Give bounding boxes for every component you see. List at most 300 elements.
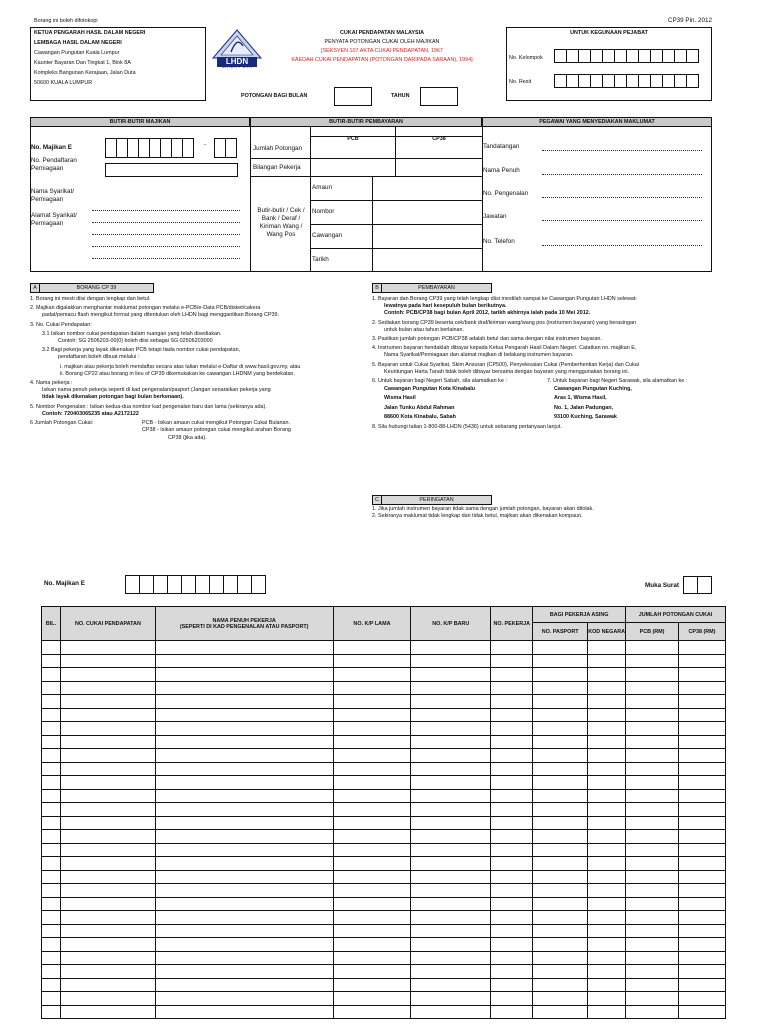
table-cell[interactable] xyxy=(411,924,491,938)
table-cell[interactable] xyxy=(411,681,491,695)
table-cell[interactable] xyxy=(42,843,61,857)
table-cell[interactable] xyxy=(155,857,333,871)
table-cell[interactable] xyxy=(411,951,491,965)
table-cell[interactable] xyxy=(42,978,61,992)
table-cell[interactable] xyxy=(60,722,155,736)
table-cell[interactable] xyxy=(588,789,626,803)
table-cell[interactable] xyxy=(679,857,726,871)
table-cell[interactable] xyxy=(155,978,333,992)
table-cell[interactable] xyxy=(60,735,155,749)
table-cell[interactable] xyxy=(679,695,726,709)
table-cell[interactable] xyxy=(42,803,61,817)
table-cell[interactable] xyxy=(155,830,333,844)
table-cell[interactable] xyxy=(626,789,679,803)
table-cell[interactable] xyxy=(333,911,411,925)
table-cell[interactable] xyxy=(155,1005,333,1019)
table-cell[interactable] xyxy=(679,749,726,763)
table-cell[interactable] xyxy=(588,708,626,722)
phone-line[interactable] xyxy=(542,245,702,246)
table-cell[interactable] xyxy=(333,992,411,1006)
table-cell[interactable] xyxy=(679,978,726,992)
table-cell[interactable] xyxy=(60,965,155,979)
table-cell[interactable] xyxy=(679,992,726,1006)
company-name-line[interactable] xyxy=(92,210,240,211)
table-cell[interactable] xyxy=(42,749,61,763)
table-cell[interactable] xyxy=(333,762,411,776)
table-cell[interactable] xyxy=(42,951,61,965)
table-cell[interactable] xyxy=(588,870,626,884)
table-cell[interactable] xyxy=(679,924,726,938)
employer-no-input[interactable] xyxy=(105,138,193,158)
table-cell[interactable] xyxy=(491,762,533,776)
table-cell[interactable] xyxy=(333,978,411,992)
table-cell[interactable] xyxy=(533,803,588,817)
table-cell[interactable] xyxy=(533,654,588,668)
table-cell[interactable] xyxy=(411,843,491,857)
table-cell[interactable] xyxy=(491,749,533,763)
table-cell[interactable] xyxy=(491,911,533,925)
table-cell[interactable] xyxy=(588,722,626,736)
table-cell[interactable] xyxy=(626,816,679,830)
table-cell[interactable] xyxy=(42,789,61,803)
table-cell[interactable] xyxy=(679,843,726,857)
table-cell[interactable] xyxy=(60,924,155,938)
table-cell[interactable] xyxy=(533,965,588,979)
table-cell[interactable] xyxy=(155,641,333,655)
table-cell[interactable] xyxy=(42,668,61,682)
table-cell[interactable] xyxy=(533,695,588,709)
id-number-line[interactable] xyxy=(542,197,702,198)
table-cell[interactable] xyxy=(626,1005,679,1019)
table-cell[interactable] xyxy=(626,857,679,871)
table-cell[interactable] xyxy=(42,816,61,830)
table-cell[interactable] xyxy=(60,668,155,682)
table-cell[interactable] xyxy=(533,708,588,722)
table-cell[interactable] xyxy=(626,776,679,790)
company-address-line[interactable] xyxy=(92,258,240,259)
table-cell[interactable] xyxy=(626,735,679,749)
table-cell[interactable] xyxy=(42,992,61,1006)
table-cell[interactable] xyxy=(679,762,726,776)
table-cell[interactable] xyxy=(333,654,411,668)
pcb-total-input[interactable] xyxy=(310,137,396,159)
table-cell[interactable] xyxy=(533,870,588,884)
table-cell[interactable] xyxy=(411,695,491,709)
table-cell[interactable] xyxy=(533,735,588,749)
table-cell[interactable] xyxy=(588,749,626,763)
table-cell[interactable] xyxy=(411,992,491,1006)
table-cell[interactable] xyxy=(588,897,626,911)
table-cell[interactable] xyxy=(60,857,155,871)
table-cell[interactable] xyxy=(533,843,588,857)
table-cell[interactable] xyxy=(411,830,491,844)
table-cell[interactable] xyxy=(155,843,333,857)
table-cell[interactable] xyxy=(626,897,679,911)
table-cell[interactable] xyxy=(588,803,626,817)
table-cell[interactable] xyxy=(60,789,155,803)
full-name-line[interactable] xyxy=(542,174,702,175)
group-number-input[interactable] xyxy=(554,49,698,63)
table-cell[interactable] xyxy=(626,654,679,668)
table-cell[interactable] xyxy=(333,695,411,709)
table-cell[interactable] xyxy=(626,870,679,884)
table-cell[interactable] xyxy=(60,978,155,992)
table-cell[interactable] xyxy=(155,870,333,884)
table-cell[interactable] xyxy=(588,938,626,952)
table-cell[interactable] xyxy=(333,816,411,830)
table-cell[interactable] xyxy=(60,681,155,695)
table-cell[interactable] xyxy=(679,803,726,817)
list-employer-no-input[interactable] xyxy=(125,575,265,594)
table-cell[interactable] xyxy=(42,722,61,736)
table-cell[interactable] xyxy=(588,668,626,682)
table-cell[interactable] xyxy=(588,695,626,709)
table-cell[interactable] xyxy=(155,749,333,763)
table-cell[interactable] xyxy=(333,789,411,803)
table-cell[interactable] xyxy=(411,870,491,884)
table-cell[interactable] xyxy=(411,938,491,952)
table-cell[interactable] xyxy=(42,762,61,776)
table-cell[interactable] xyxy=(626,965,679,979)
table-cell[interactable] xyxy=(60,938,155,952)
table-cell[interactable] xyxy=(626,938,679,952)
branch-input[interactable] xyxy=(372,225,482,249)
table-cell[interactable] xyxy=(411,803,491,817)
table-cell[interactable] xyxy=(491,938,533,952)
table-cell[interactable] xyxy=(42,924,61,938)
table-cell[interactable] xyxy=(333,938,411,952)
table-cell[interactable] xyxy=(679,776,726,790)
table-cell[interactable] xyxy=(155,735,333,749)
table-cell[interactable] xyxy=(155,708,333,722)
table-cell[interactable] xyxy=(333,951,411,965)
table-cell[interactable] xyxy=(155,897,333,911)
table-cell[interactable] xyxy=(533,830,588,844)
table-cell[interactable] xyxy=(679,830,726,844)
table-cell[interactable] xyxy=(588,776,626,790)
table-cell[interactable] xyxy=(333,735,411,749)
table-cell[interactable] xyxy=(491,830,533,844)
table-cell[interactable] xyxy=(533,681,588,695)
table-cell[interactable] xyxy=(60,897,155,911)
table-cell[interactable] xyxy=(626,843,679,857)
table-cell[interactable] xyxy=(626,641,679,655)
table-cell[interactable] xyxy=(411,708,491,722)
number-input[interactable] xyxy=(372,201,482,225)
table-cell[interactable] xyxy=(626,992,679,1006)
receipt-number-input[interactable] xyxy=(554,74,698,88)
table-cell[interactable] xyxy=(42,870,61,884)
table-cell[interactable] xyxy=(588,762,626,776)
table-cell[interactable] xyxy=(333,857,411,871)
table-cell[interactable] xyxy=(491,695,533,709)
table-cell[interactable] xyxy=(533,762,588,776)
table-cell[interactable] xyxy=(491,708,533,722)
table-cell[interactable] xyxy=(411,857,491,871)
table-cell[interactable] xyxy=(42,857,61,871)
table-cell[interactable] xyxy=(411,911,491,925)
table-cell[interactable] xyxy=(491,735,533,749)
table-cell[interactable] xyxy=(42,708,61,722)
table-cell[interactable] xyxy=(155,722,333,736)
amount-input[interactable] xyxy=(372,177,482,201)
table-cell[interactable] xyxy=(679,884,726,898)
table-cell[interactable] xyxy=(155,776,333,790)
table-cell[interactable] xyxy=(679,938,726,952)
table-cell[interactable] xyxy=(679,708,726,722)
table-cell[interactable] xyxy=(533,668,588,682)
table-cell[interactable] xyxy=(626,924,679,938)
table-cell[interactable] xyxy=(533,641,588,655)
table-cell[interactable] xyxy=(333,668,411,682)
table-cell[interactable] xyxy=(42,897,61,911)
table-cell[interactable] xyxy=(411,978,491,992)
table-cell[interactable] xyxy=(491,992,533,1006)
table-cell[interactable] xyxy=(588,1005,626,1019)
table-cell[interactable] xyxy=(533,992,588,1006)
table-cell[interactable] xyxy=(588,830,626,844)
table-cell[interactable] xyxy=(411,762,491,776)
table-cell[interactable] xyxy=(333,722,411,736)
table-cell[interactable] xyxy=(588,735,626,749)
table-cell[interactable] xyxy=(333,884,411,898)
table-cell[interactable] xyxy=(491,641,533,655)
table-cell[interactable] xyxy=(588,924,626,938)
reg-number-input[interactable] xyxy=(105,163,238,177)
table-cell[interactable] xyxy=(533,884,588,898)
table-cell[interactable] xyxy=(333,641,411,655)
table-cell[interactable] xyxy=(626,951,679,965)
table-cell[interactable] xyxy=(533,857,588,871)
table-cell[interactable] xyxy=(679,911,726,925)
table-cell[interactable] xyxy=(626,695,679,709)
table-cell[interactable] xyxy=(491,843,533,857)
table-cell[interactable] xyxy=(411,735,491,749)
table-cell[interactable] xyxy=(155,668,333,682)
table-cell[interactable] xyxy=(333,843,411,857)
table-cell[interactable] xyxy=(155,816,333,830)
table-cell[interactable] xyxy=(491,924,533,938)
table-cell[interactable] xyxy=(491,803,533,817)
table-cell[interactable] xyxy=(491,965,533,979)
table-cell[interactable] xyxy=(411,776,491,790)
table-cell[interactable] xyxy=(155,762,333,776)
page-number-input[interactable] xyxy=(683,576,711,594)
table-cell[interactable] xyxy=(411,884,491,898)
table-cell[interactable] xyxy=(491,978,533,992)
table-cell[interactable] xyxy=(42,911,61,925)
table-cell[interactable] xyxy=(679,951,726,965)
table-cell[interactable] xyxy=(491,1005,533,1019)
table-cell[interactable] xyxy=(333,681,411,695)
table-cell[interactable] xyxy=(155,951,333,965)
cp38-workers-input[interactable] xyxy=(396,159,482,177)
table-cell[interactable] xyxy=(533,776,588,790)
table-cell[interactable] xyxy=(679,681,726,695)
table-cell[interactable] xyxy=(533,816,588,830)
table-cell[interactable] xyxy=(491,884,533,898)
table-cell[interactable] xyxy=(411,816,491,830)
table-cell[interactable] xyxy=(60,641,155,655)
table-cell[interactable] xyxy=(155,789,333,803)
pcb-workers-input[interactable] xyxy=(310,159,396,177)
table-cell[interactable] xyxy=(411,965,491,979)
table-cell[interactable] xyxy=(588,951,626,965)
table-cell[interactable] xyxy=(411,1005,491,1019)
table-cell[interactable] xyxy=(60,776,155,790)
table-cell[interactable] xyxy=(411,722,491,736)
table-cell[interactable] xyxy=(626,668,679,682)
table-cell[interactable] xyxy=(60,992,155,1006)
table-cell[interactable] xyxy=(588,843,626,857)
table-cell[interactable] xyxy=(679,816,726,830)
table-cell[interactable] xyxy=(533,722,588,736)
employer-check-digit-input[interactable] xyxy=(214,138,236,158)
year-input[interactable] xyxy=(420,87,458,106)
table-cell[interactable] xyxy=(333,708,411,722)
company-address-line[interactable] xyxy=(92,246,240,247)
table-cell[interactable] xyxy=(533,951,588,965)
table-cell[interactable] xyxy=(679,668,726,682)
table-cell[interactable] xyxy=(491,722,533,736)
date-input[interactable] xyxy=(372,249,482,272)
table-cell[interactable] xyxy=(155,654,333,668)
table-cell[interactable] xyxy=(533,749,588,763)
table-cell[interactable] xyxy=(333,1005,411,1019)
month-input[interactable] xyxy=(334,87,372,106)
table-cell[interactable] xyxy=(60,911,155,925)
table-cell[interactable] xyxy=(679,722,726,736)
table-cell[interactable] xyxy=(60,654,155,668)
table-cell[interactable] xyxy=(533,1005,588,1019)
table-cell[interactable] xyxy=(42,965,61,979)
table-cell[interactable] xyxy=(42,681,61,695)
table-cell[interactable] xyxy=(60,951,155,965)
table-cell[interactable] xyxy=(42,776,61,790)
table-cell[interactable] xyxy=(679,789,726,803)
table-cell[interactable] xyxy=(491,789,533,803)
table-cell[interactable] xyxy=(588,857,626,871)
company-address-line[interactable] xyxy=(92,234,240,235)
table-cell[interactable] xyxy=(60,803,155,817)
table-cell[interactable] xyxy=(60,695,155,709)
table-cell[interactable] xyxy=(533,938,588,952)
table-cell[interactable] xyxy=(626,722,679,736)
table-cell[interactable] xyxy=(42,1005,61,1019)
table-cell[interactable] xyxy=(42,641,61,655)
table-cell[interactable] xyxy=(60,816,155,830)
table-cell[interactable] xyxy=(333,924,411,938)
table-cell[interactable] xyxy=(679,654,726,668)
table-cell[interactable] xyxy=(491,870,533,884)
position-line[interactable] xyxy=(542,220,702,221)
table-cell[interactable] xyxy=(42,735,61,749)
table-cell[interactable] xyxy=(333,965,411,979)
table-cell[interactable] xyxy=(155,803,333,817)
table-cell[interactable] xyxy=(588,654,626,668)
table-cell[interactable] xyxy=(679,735,726,749)
table-cell[interactable] xyxy=(333,897,411,911)
table-cell[interactable] xyxy=(491,668,533,682)
table-cell[interactable] xyxy=(491,681,533,695)
table-cell[interactable] xyxy=(626,762,679,776)
table-cell[interactable] xyxy=(626,803,679,817)
table-cell[interactable] xyxy=(533,924,588,938)
table-cell[interactable] xyxy=(533,789,588,803)
table-cell[interactable] xyxy=(626,681,679,695)
table-cell[interactable] xyxy=(491,654,533,668)
table-cell[interactable] xyxy=(588,978,626,992)
table-cell[interactable] xyxy=(60,708,155,722)
table-cell[interactable] xyxy=(155,681,333,695)
table-cell[interactable] xyxy=(491,816,533,830)
table-cell[interactable] xyxy=(411,789,491,803)
table-cell[interactable] xyxy=(588,992,626,1006)
table-cell[interactable] xyxy=(42,884,61,898)
table-cell[interactable] xyxy=(626,911,679,925)
table-cell[interactable] xyxy=(411,897,491,911)
table-cell[interactable] xyxy=(679,870,726,884)
table-cell[interactable] xyxy=(679,1005,726,1019)
table-cell[interactable] xyxy=(588,884,626,898)
table-cell[interactable] xyxy=(155,965,333,979)
table-cell[interactable] xyxy=(533,911,588,925)
table-cell[interactable] xyxy=(333,803,411,817)
table-cell[interactable] xyxy=(333,776,411,790)
table-cell[interactable] xyxy=(42,654,61,668)
company-name-line[interactable] xyxy=(92,222,240,223)
table-cell[interactable] xyxy=(155,911,333,925)
table-cell[interactable] xyxy=(588,965,626,979)
table-cell[interactable] xyxy=(626,749,679,763)
table-cell[interactable] xyxy=(411,641,491,655)
table-cell[interactable] xyxy=(626,708,679,722)
table-cell[interactable] xyxy=(60,749,155,763)
table-cell[interactable] xyxy=(533,897,588,911)
table-cell[interactable] xyxy=(333,830,411,844)
table-cell[interactable] xyxy=(60,843,155,857)
table-cell[interactable] xyxy=(60,884,155,898)
table-cell[interactable] xyxy=(411,668,491,682)
table-cell[interactable] xyxy=(491,897,533,911)
table-cell[interactable] xyxy=(411,654,491,668)
table-cell[interactable] xyxy=(626,978,679,992)
table-cell[interactable] xyxy=(533,978,588,992)
table-cell[interactable] xyxy=(155,884,333,898)
table-cell[interactable] xyxy=(60,762,155,776)
table-cell[interactable] xyxy=(679,965,726,979)
table-cell[interactable] xyxy=(42,830,61,844)
table-cell[interactable] xyxy=(60,870,155,884)
table-cell[interactable] xyxy=(155,992,333,1006)
table-cell[interactable] xyxy=(42,938,61,952)
signature-line[interactable] xyxy=(542,150,702,151)
table-cell[interactable] xyxy=(626,884,679,898)
table-cell[interactable] xyxy=(491,776,533,790)
table-cell[interactable] xyxy=(333,749,411,763)
table-cell[interactable] xyxy=(588,911,626,925)
table-cell[interactable] xyxy=(60,830,155,844)
table-cell[interactable] xyxy=(679,641,726,655)
cp38-total-input[interactable] xyxy=(396,137,482,159)
table-cell[interactable] xyxy=(42,695,61,709)
table-cell[interactable] xyxy=(679,897,726,911)
table-cell[interactable] xyxy=(588,641,626,655)
table-cell[interactable] xyxy=(155,924,333,938)
table-cell[interactable] xyxy=(333,870,411,884)
table-cell[interactable] xyxy=(588,681,626,695)
table-cell[interactable] xyxy=(60,1005,155,1019)
